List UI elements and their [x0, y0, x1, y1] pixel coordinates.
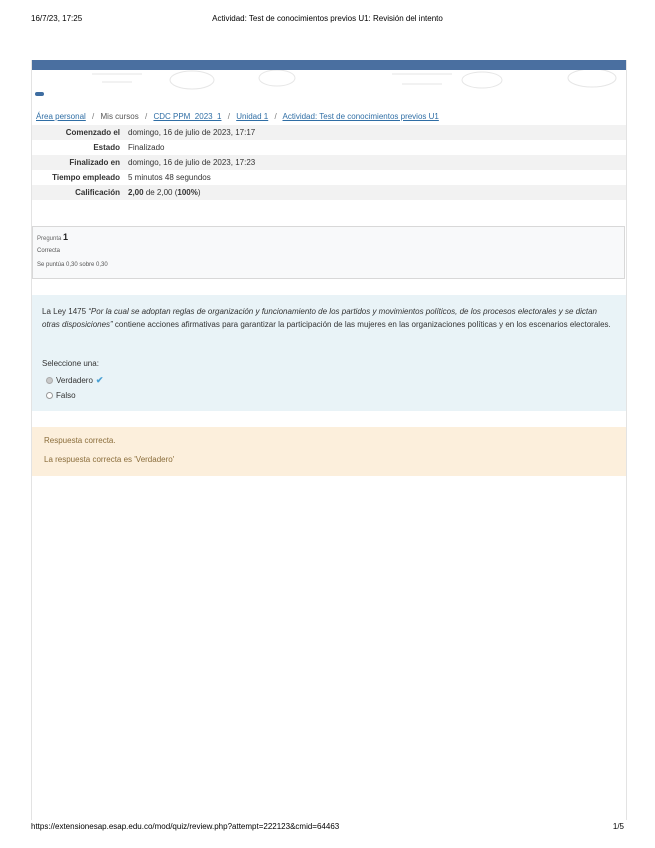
answer-prompt: Seleccione una: [42, 359, 99, 368]
summary-value [124, 185, 626, 200]
feedback-correct-answer: La respuesta correcta es 'Verdadero' [44, 455, 175, 464]
option-verdadero[interactable] [46, 375, 103, 386]
question-prefix: Pregunta [37, 236, 62, 242]
top-navbar [32, 60, 626, 70]
breadcrumb-separator: / [92, 112, 95, 121]
grade-close: ) [197, 188, 201, 197]
summary-row-state [32, 140, 626, 155]
radio-button-selected[interactable] [46, 377, 53, 384]
summary-row-finished [32, 155, 626, 170]
summary-label: Estado [93, 143, 120, 152]
grade-score: 2,00 [128, 188, 144, 197]
question-number-value: 1 [63, 232, 69, 242]
summary-row-started [32, 125, 626, 140]
option-label: Falso [56, 391, 76, 400]
question-info-panel [32, 226, 625, 279]
question-state: Correcta [37, 248, 61, 254]
radio-button[interactable] [46, 392, 53, 399]
breadcrumb-separator: / [274, 112, 277, 121]
summary-value: domingo, 16 de julio de 2023, 17:17 [128, 128, 256, 137]
summary-value: Finalizado [128, 143, 165, 152]
print-page-title: Actividad: Test de conocimientos previos U1: Revisión del intento [212, 14, 443, 23]
print-datetime: 16/7/23, 17:25 [31, 14, 83, 23]
summary-label: Finalizado en [69, 158, 120, 167]
breadcrumb-mis-cursos: Mis cursos [100, 112, 139, 121]
question-text [42, 305, 616, 331]
breadcrumb-separator: / [227, 112, 230, 121]
breadcrumb-course[interactable]: CDC PPM_2023_1 [153, 112, 222, 121]
breadcrumb-area-personal[interactable]: Área personal [36, 112, 86, 121]
feedback-panel [32, 427, 626, 476]
question-text-start: La Ley 1475 [42, 307, 89, 316]
summary-value: domingo, 16 de julio de 2023, 17:23 [128, 158, 256, 167]
summary-label: Comenzado el [65, 128, 120, 137]
print-url: https://extensionesap.esap.edu.co/mod/quiz/review.php?attempt=222123&cmid=64463 [31, 822, 340, 831]
question-text-end: contiene acciones afirmativas para garantizar la participación de las mujeres en las organizaciones políticas y en los escenarios electorales. [112, 320, 611, 329]
grade-percent: 100% [177, 188, 198, 197]
summary-label: Tiempo empleado [52, 173, 120, 182]
correct-check-icon: ✔ [95, 375, 104, 385]
print-footer [31, 822, 624, 831]
question-text-italic: “Por la cual se adoptan reglas de organización y funcionamiento de los partidos y movimientos políticos, de los procesos electorales y se dictan otras disposiciones” [42, 307, 597, 329]
question-grade: Se puntúa 0,30 sobre 0,30 [37, 262, 108, 268]
print-header [31, 14, 624, 28]
grade-of: de 2,00 ( [145, 188, 178, 197]
breadcrumb-unit[interactable]: Unidad 1 [236, 112, 269, 121]
summary-table [32, 125, 626, 200]
option-label: Verdadero [56, 376, 93, 385]
breadcrumb-separator: / [144, 112, 148, 121]
page-container [31, 60, 627, 820]
option-falso[interactable] [46, 391, 76, 400]
summary-label: Calificación [75, 188, 120, 197]
print-page-number: 1/5 [612, 822, 624, 831]
breadcrumb-activity[interactable]: Actividad: Test de conocimientos previos U1 [282, 112, 439, 121]
summary-row-time [32, 170, 626, 185]
feedback-result: Respuesta correcta. [44, 436, 116, 445]
summary-row-grade [32, 185, 626, 200]
question-number [37, 232, 68, 242]
summary-value: 5 minutos 48 segundos [128, 173, 211, 182]
question-formulation [32, 295, 626, 411]
nav-toggle-pill[interactable] [35, 92, 44, 96]
breadcrumb [36, 112, 439, 121]
